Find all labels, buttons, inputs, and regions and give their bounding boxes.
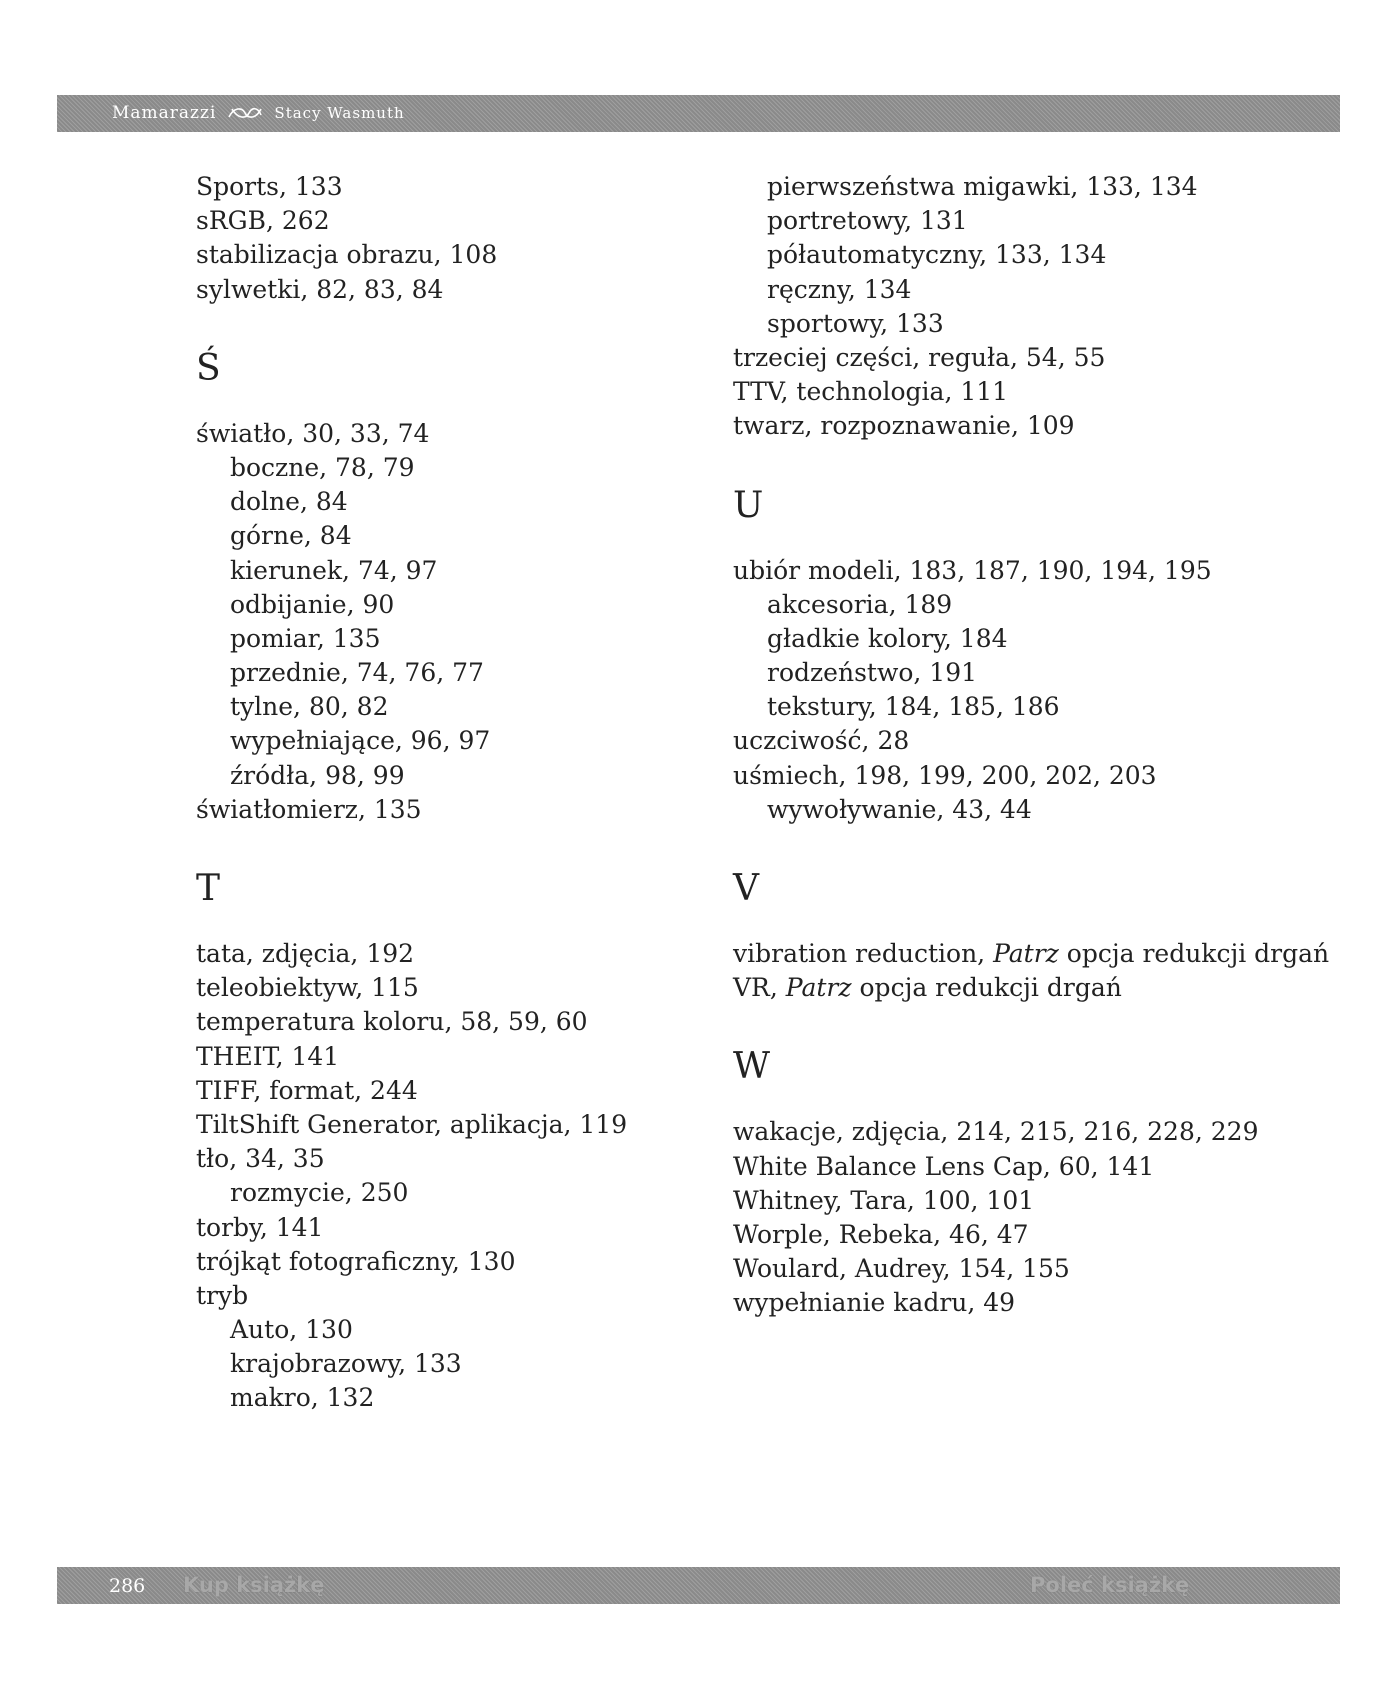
index-subentry: kierunek, 74, 97 xyxy=(230,555,438,585)
index-subentry: gładkie kolory, 184 xyxy=(767,623,1008,653)
index-entry: THEIT, 141 xyxy=(196,1041,340,1071)
buy-book-link[interactable]: Kup książkę xyxy=(183,1573,325,1597)
index-subentry: tekstury, 184, 185, 186 xyxy=(767,692,1060,722)
index-subentry: Auto, 130 xyxy=(230,1315,353,1345)
index-subentry: pierwszeństwa migawki, 133, 134 xyxy=(767,172,1198,201)
index-entry: sylwetki, 82, 83, 84 xyxy=(196,274,444,304)
see-reference: Patrz xyxy=(785,973,852,1003)
index-subentry: akcesoria, 189 xyxy=(767,589,953,619)
index-subentry: półautomatyczny, 133, 134 xyxy=(767,240,1107,270)
index-letter-heading: T xyxy=(196,868,221,909)
index-entry: Woulard, Audrey, 154, 155 xyxy=(733,1254,1070,1284)
index-entry: sRGB, 262 xyxy=(196,206,330,236)
index-subentry: tylne, 80, 82 xyxy=(230,692,389,722)
index-entry: tryb xyxy=(196,1280,249,1310)
running-header xyxy=(57,95,1340,132)
index-entry: uczciwość, 28 xyxy=(733,726,910,756)
index-entry: ubiór modeli, 183, 187, 190, 194, 195 xyxy=(733,555,1212,585)
index-subentry: wypełniające, 96, 97 xyxy=(230,726,491,756)
index-entry: trójkąt fotograficzny, 130 xyxy=(196,1246,516,1276)
index-entry xyxy=(733,971,1333,1005)
index-entry: TIFF, format, 244 xyxy=(196,1075,418,1105)
index-subentry: odbijanie, 90 xyxy=(230,589,395,619)
index-subentry: źródła, 98, 99 xyxy=(230,760,405,790)
reference-target: opcja redukcji drgań xyxy=(1058,939,1330,968)
index-entry xyxy=(733,937,1333,971)
swirl-ornament-icon xyxy=(226,105,264,121)
index-letter-heading: W xyxy=(733,1046,771,1088)
index-subentry: rodzeństwo, 191 xyxy=(767,658,978,688)
index-entry: teleobiektyw, 115 xyxy=(196,973,419,1003)
index-entry: światło, 30, 33, 74 xyxy=(196,418,430,448)
running-footer xyxy=(57,1567,1340,1604)
index-letter-heading: V xyxy=(733,868,759,909)
index-subentry: portretowy, 131 xyxy=(767,206,968,236)
index-entry: TiltShift Generator, aplikacja, 119 xyxy=(196,1109,628,1139)
index-column-right xyxy=(733,170,1333,1321)
index-subentry: pomiar, 135 xyxy=(230,623,381,653)
index-letter-heading: Ś xyxy=(196,347,221,389)
index-entry: TTV, technologia, 111 xyxy=(733,377,1009,407)
index-subentry: wywoływanie, 43, 44 xyxy=(767,794,1032,824)
recommend-book-link[interactable]: Poleć książkę xyxy=(1030,1573,1190,1597)
index-entry: Worple, Rebeka, 46, 47 xyxy=(733,1219,1029,1249)
index-subentry: krajobrazowy, 133 xyxy=(230,1349,462,1379)
header-text xyxy=(112,103,405,123)
entry-term: VR, xyxy=(733,973,786,1003)
index-entry: stabilizacja obrazu, 108 xyxy=(196,240,498,270)
index-entry: Whitney, Tara, 100, 101 xyxy=(733,1185,1035,1215)
index-letter-heading: U xyxy=(733,484,764,526)
index-entry: światłomierz, 135 xyxy=(196,794,422,824)
author-name: Stacy Wasmuth xyxy=(274,104,405,122)
index-entry: trzeciej części, reguła, 54, 55 xyxy=(733,342,1106,372)
index-subentry: przednie, 74, 76, 77 xyxy=(230,658,484,688)
index-subentry: ręczny, 134 xyxy=(767,274,912,304)
index-column-left xyxy=(196,170,716,1416)
book-title: Mamarazzi xyxy=(112,103,217,123)
index-entry: uśmiech, 198, 199, 200, 202, 203 xyxy=(733,760,1157,790)
index-entry: Sports, 133 xyxy=(196,172,343,201)
index-subentry: sportowy, 133 xyxy=(767,308,944,338)
index-entry: torby, 141 xyxy=(196,1212,324,1242)
index-entry: wakacje, zdjęcia, 214, 215, 216, 228, 229 xyxy=(733,1117,1259,1147)
index-entry: tata, zdjęcia, 192 xyxy=(196,939,415,968)
index-entry: White Balance Lens Cap, 60, 141 xyxy=(733,1151,1155,1181)
page-number: 286 xyxy=(109,1575,146,1597)
index-subentry: górne, 84 xyxy=(230,521,352,551)
index-entry: wypełnianie kadru, 49 xyxy=(733,1288,1016,1318)
index-subentry: boczne, 78, 79 xyxy=(230,452,415,482)
entry-term: vibration reduction, xyxy=(733,939,994,968)
index-subentry: makro, 132 xyxy=(230,1383,375,1413)
index-entry: tło, 34, 35 xyxy=(196,1144,325,1174)
index-subentry: dolne, 84 xyxy=(230,487,348,517)
index-subentry: rozmycie, 250 xyxy=(230,1178,409,1208)
index-entry: twarz, rozpoznawanie, 109 xyxy=(733,411,1075,441)
index-entry: temperatura koloru, 58, 59, 60 xyxy=(196,1007,588,1037)
reference-target: opcja redukcji drgań xyxy=(851,973,1122,1003)
see-reference: Patrz xyxy=(993,939,1059,968)
